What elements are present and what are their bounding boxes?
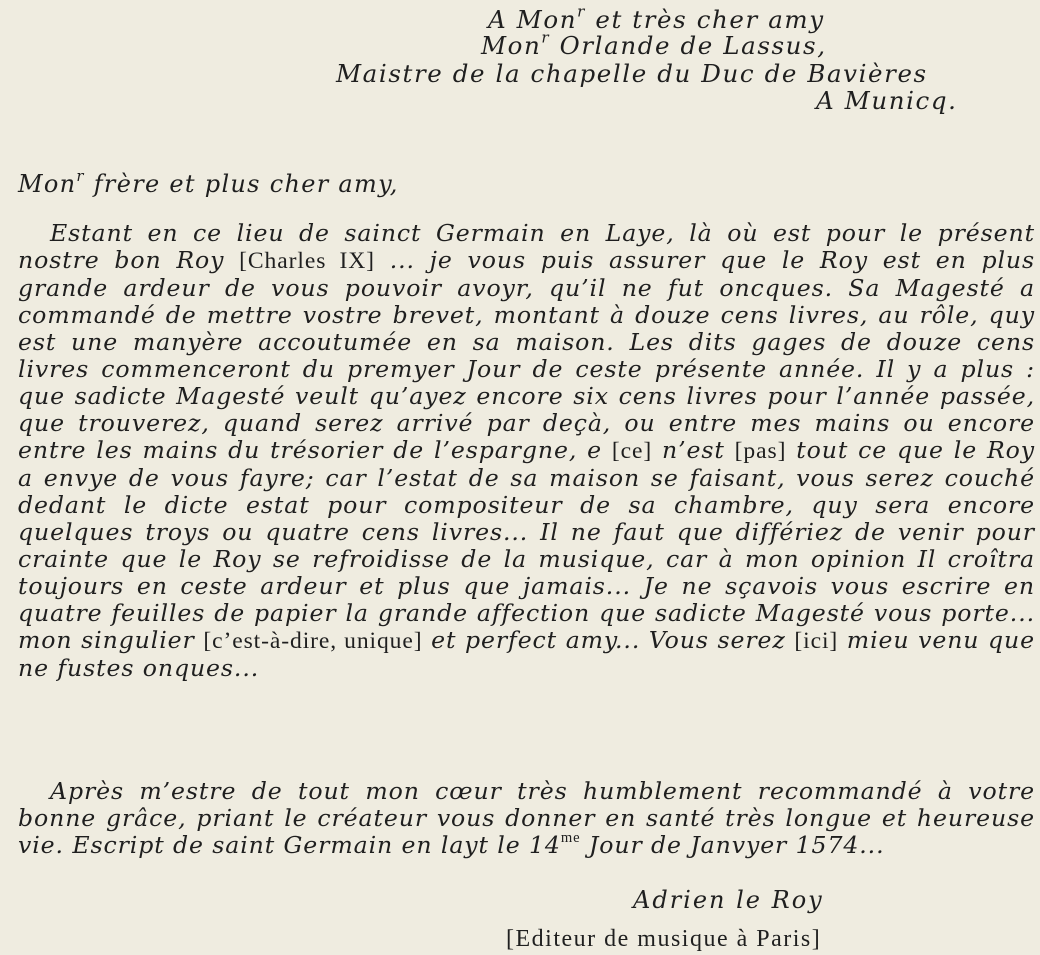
signature-role: [Editeur de musique à Paris] [506, 926, 822, 952]
address-line-1: A Mon$^r$ et très cher amy [488, 2, 825, 34]
address-line-4: A Municq. [816, 86, 958, 115]
address-line-3: Maistre de la chapelle du Duc de Bavières [336, 59, 928, 88]
letter-paragraph-1: Estant en ce lieu de sainct Germain en Laye, là où est pour le présent nostre bon Roy [Charles IX] ... je vous puis assurer que le Roy est en plus grande ardeur de vous pouvoir avoyr, qu’il ne fut oncques. Sa Magesté a commandé de mettre vostre brevet, montant à douze cens livres, au rôle, quy est une manyère accoutumée en sa maison. Les dits gages de douze cens livres commenceront du premyer Jour de ceste présente année. Il y a plus : que sadicte Magesté veult qu’ayez encore six cens livres pour l’année passée, que trouverez, quand serez arrivé par deçà, ou entre mes mains ou encore entre les mains du trésorier de l’espargne, e [ce] n’est [pas] tout ce que le Roy a envye de vous fayre; car l’estat de sa maison se faisant, vous serez couché dedant le dicte estat pour compositeur de sa chambre, quy sera encore quelques troys ou quatre cens livres... Il ne faut que différiez de venir pour crainte que le Roy se refroidisse de la musique, car à mon opinion Il croîtra toujours en ceste ardeur et plus que jamais... Je ne sçavois vous escrire en quatre feuilles de papier la grande affection que sadicte Magesté vous porte... mon singulier [c’est-à-dire, unique] et perfect amy... Vous serez [ici] mieu venu que ne fustes onques... [18, 219, 1036, 682]
salutation: Mon$^r$ frère et plus cher amy, [18, 166, 399, 198]
signature: Adrien le Roy [633, 886, 824, 914]
letter-paragraph-2: Après m’estre de tout mon cœur très humblement recommandé à votre bonne grâce, priant le créateur vous donner en santé très longue et heureuse vie. Escript de saint Germain en layt le $14^{me}$ Jour de Janvyer 1574... [18, 777, 1035, 859]
address-line-2: Mon$^r$ Orlande de Lassus, [481, 28, 827, 60]
